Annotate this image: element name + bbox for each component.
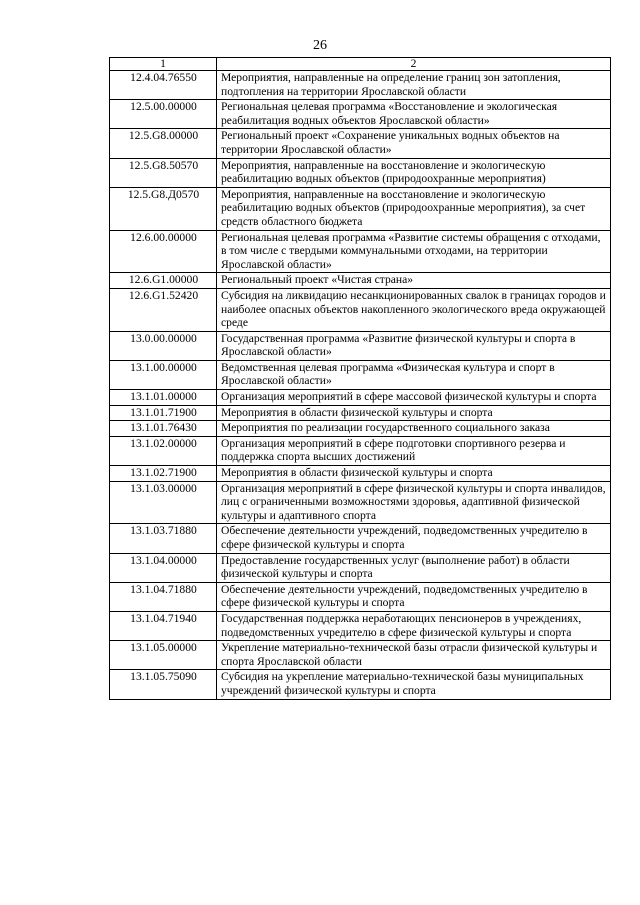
- row-code: 12.6.00.00000: [110, 230, 217, 273]
- row-name: Государственная программа «Развитие физической культуры и спорта в Ярославской области»: [217, 331, 611, 360]
- table-row: [110, 187, 611, 230]
- row-code: 13.1.05.75090: [110, 670, 217, 699]
- row-code: 13.1.04.00000: [110, 553, 217, 582]
- row-code: 12.5.G8.Д0570: [110, 187, 217, 230]
- row-code: 13.1.02.71900: [110, 466, 217, 482]
- table-row: [110, 481, 611, 524]
- row-code: 12.6.G1.00000: [110, 273, 217, 289]
- row-code: 13.1.03.71880: [110, 524, 217, 553]
- row-name: Мероприятия в области физической культуры и спорта: [217, 405, 611, 421]
- table-row: [110, 331, 611, 360]
- row-name: Организация мероприятий в сфере массовой физической культуры и спорта: [217, 390, 611, 406]
- row-name: Мероприятия по реализации государственного социального заказа: [217, 421, 611, 437]
- row-name: Региональный проект «Сохранение уникальных водных объектов на территории Ярославской области»: [217, 129, 611, 158]
- table-row: [110, 582, 611, 611]
- row-name: Региональная целевая программа «Развитие системы обращения с отходами, в том числе с твердыми коммунальными отходами, на территории Ярославской области»: [217, 230, 611, 273]
- row-name: Организация мероприятий в сфере подготовки спортивного резерва и поддержка спорта высших достижений: [217, 436, 611, 465]
- table-header-row: [110, 58, 611, 71]
- row-code: 13.1.01.71900: [110, 405, 217, 421]
- row-name: Мероприятия, направленные на восстановление и экологическую реабилитацию водных объектов (природоохранные мероприятия): [217, 158, 611, 187]
- table-row: [110, 436, 611, 465]
- table-row: [110, 611, 611, 640]
- table-row: [110, 158, 611, 187]
- table-row: [110, 524, 611, 553]
- table-row: [110, 71, 611, 100]
- table-row: [110, 273, 611, 289]
- row-code: 13.1.04.71940: [110, 611, 217, 640]
- row-name: Мероприятия, направленные на восстановление и экологическую реабилитацию водных объектов (природоохранные мероприятия), за счет средств областного бюджета: [217, 187, 611, 230]
- row-name: Предоставление государственных услуг (выполнение работ) в области физической культуры и спорта: [217, 553, 611, 582]
- table-row: [110, 360, 611, 389]
- table-row: [110, 129, 611, 158]
- row-name: Организация мероприятий в сфере физической культуры и спорта инвалидов, лиц с ограниченными возможностями здоровья, адаптивной физической культуры и адаптивного спорта: [217, 481, 611, 524]
- row-name: Мероприятия, направленные на определение границ зон затопления, подтопления на территории Ярославской области: [217, 71, 611, 100]
- row-name: Обеспечение деятельности учреждений, подведомственных учредителю в сфере физической культуры и спорта: [217, 582, 611, 611]
- row-name: Укрепление материально-технической базы отрасли физической культуры и спорта Ярославской области: [217, 641, 611, 670]
- table-row: [110, 421, 611, 437]
- table-row: [110, 100, 611, 129]
- row-code: 12.6.G1.52420: [110, 288, 217, 331]
- row-code: 13.1.01.00000: [110, 390, 217, 406]
- table-row: [110, 553, 611, 582]
- row-code: 12.4.04.76550: [110, 71, 217, 100]
- row-code: 12.5.G8.50570: [110, 158, 217, 187]
- column-header-name: 2: [217, 58, 611, 71]
- row-code: 12.5.00.00000: [110, 100, 217, 129]
- table-row: [110, 466, 611, 482]
- row-name: Государственная поддержка неработающих пенсионеров в учреждениях, подведомственных учредителю в сфере физической культуры и спорта: [217, 611, 611, 640]
- page-number: 26: [313, 38, 327, 53]
- table-row: [110, 390, 611, 406]
- row-name: Обеспечение деятельности учреждений, подведомственных учредителю в сфере физической культуры и спорта: [217, 524, 611, 553]
- row-code: 13.1.01.76430: [110, 421, 217, 437]
- row-name: Ведомственная целевая программа «Физическая культура и спорт в Ярославской области»: [217, 360, 611, 389]
- row-name: Субсидия на укрепление материально-технической базы муниципальных учреждений физической культуры и спорта: [217, 670, 611, 699]
- row-code: 13.1.02.00000: [110, 436, 217, 465]
- row-code: 13.1.04.71880: [110, 582, 217, 611]
- table-row: [110, 230, 611, 273]
- budget-classification-table: [109, 57, 611, 700]
- table-row: [110, 641, 611, 670]
- row-code: 12.5.G8.00000: [110, 129, 217, 158]
- row-name: Региональный проект «Чистая страна»: [217, 273, 611, 289]
- row-code: 13.1.05.00000: [110, 641, 217, 670]
- row-name: Субсидия на ликвидацию несанкционированных свалок в границах городов и наиболее опасных объектов накопленного экологического вреда окружающей среде: [217, 288, 611, 331]
- table-row: [110, 670, 611, 699]
- row-code: 13.1.03.00000: [110, 481, 217, 524]
- table-row: [110, 405, 611, 421]
- row-code: 13.1.00.00000: [110, 360, 217, 389]
- table-row: [110, 288, 611, 331]
- row-name: Мероприятия в области физической культуры и спорта: [217, 466, 611, 482]
- row-name: Региональная целевая программа «Восстановление и экологическая реабилитация водных объектов Ярославской области»: [217, 100, 611, 129]
- column-header-code: 1: [110, 58, 217, 71]
- row-code: 13.0.00.00000: [110, 331, 217, 360]
